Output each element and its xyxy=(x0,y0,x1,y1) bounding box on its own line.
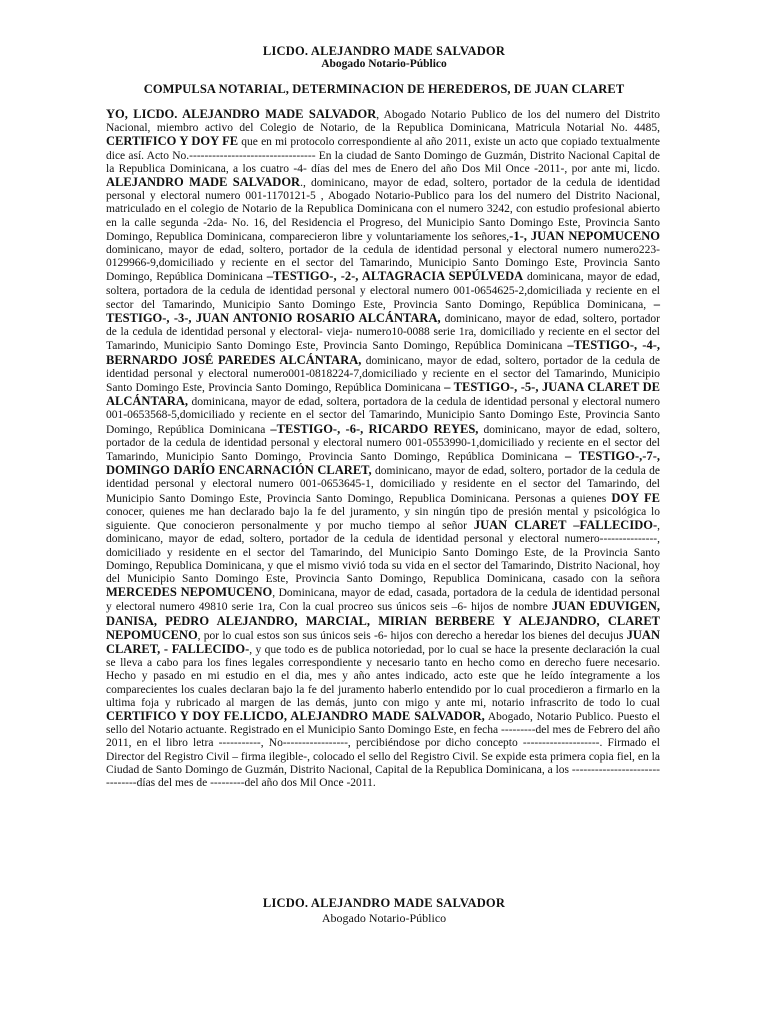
body-bold-segment: – TESTIGO-, -5-, JUANA CLARET DE ALCÁNTARA, xyxy=(106,380,661,409)
body-bold-segment: -1-, JUAN NEPOMUCENO xyxy=(509,228,660,243)
body-bold-segment: MERCEDES NEPOMUCENO xyxy=(106,585,273,600)
body-bold-segment: CERTIFICO Y DOY FE.LICDO, ALEJANDRO MADE SALVADOR, xyxy=(106,708,485,723)
footer-notary-name: LICDO. ALEJANDRO MADE SALVADOR xyxy=(262,896,506,910)
body-bold-segment: –TESTIGO-, -4-, BERNARDO JOSÉ PAREDES ALCÁNTARA, xyxy=(106,338,661,367)
body-text-segment: , dominicano, mayor de edad, soltero, portador de la cedula de identidad personal y electoral numero---------------, domiciliado y residente en el sector del Tamarindo, del Municipio Santo Domingo Este, de la Provincia Santo Domingo, Republica Dominicana, y que el mismo vivió toda su vida en el sector del Tamarindo, Distrito Nacional, hoy del Municipio Santo Domingo Este, Provincia Santo Domingo, Republica Dominicana, casado con la señora xyxy=(106,520,660,585)
body-text-segment: , por lo cual estos son sus únicos seis -6- hijos con derecho a heredar los bienes del decujus xyxy=(197,629,627,642)
body-text-segment: , Abogado Notario Publico de los del numero del Distrito Nacional, miembro activo del Colegio de Notario, de la Republica Dominicana, Matricula Notarial No. 4485, xyxy=(106,109,660,135)
body-text-segment: dominicano, mayor de edad, soltero, portador de la cedula de identidad personal y electoral numero 001-0653645-1, domiciliado y residente en el sector del Tamarindo, del Municipio Santo Domingo Este, Provincia Santo Domingo, Republica Dominicana. Personas a quienes xyxy=(106,465,660,505)
document-title: COMPULSA NOTARIAL, DETERMINACION DE HEREDEROS, DE JUAN CLARET xyxy=(143,82,625,96)
body-text-segment: dominicano, mayor de edad, soltero, portador de la cedula de identidad personal y electoral numero numero223-0129966-9,domiciliado y reciente en el sector del Tamarindo, Municipio Santo Domingo Este, Provincia Santo Domingo, República Dominicana xyxy=(106,244,660,284)
body-text-segment: dominicano, mayor de edad, soltero, portador de la cedula de identidad personal y electoral numero 001-0553990-1,domiciliado y reciente en el sector del Tamarindo, Municipio Santo Domingo, Provincia Santo Domingo, República Dominicana xyxy=(106,423,660,464)
body-bold-segment: DOY FE xyxy=(611,490,660,505)
body-text-segment: , Dominicana, mayor de edad, casada, portadora de la cedula de identidad personal y electoral numero 49810 serie 1ra, Con la cual procreo sus únicos seis –6- hijos de nombre xyxy=(106,587,660,614)
body-bold-segment: – TESTIGO-,-7-, DOMINGO DARÍO ENCARNACIÓN CLARET, xyxy=(106,449,660,478)
body-text-segment: ., dominicano, mayor de edad, soltero, portador de la cedula de identidad personal y electoral numero 001-1170121-5 , Abogado Notario-Publico para los del numero del Distrito Nacional, matriculado en el colegio de Notario de la Republica Dominicana con el numero 3242, con estudio profesional abierto en la calle segunda -2da- No. 16, del Residencia el Progreso, del Municipio Santo Domingo Este, Provincia Santo Domingo, Republica Dominicana, comparecieron libre y voluntariamente los señores, xyxy=(106,177,660,243)
body-bold-segment: JUAN EDUVIGEN, DANISA, PEDRO ALEJANDRO, MARCIAL, MIRIAN BERBERE Y ALEJANDRO, CLARET NEPOMUCENO xyxy=(106,599,661,642)
body-text-segment: dominicana, mayor de edad, soltera, portadora de la cedula de identidad personal y electoral numero 001-0654625-2,domiciliada y reciente en el sector del Tamarindo, Municipio Santo Domingo Este, Provincia Santo Domingo, República Dominicana, xyxy=(106,271,660,311)
body-bold-segment: CERTIFICO Y DOY FE xyxy=(106,134,239,149)
body-text-segment: conocer, quienes me han declarado bajo la fe del juramento, y sin ningún tipo de presión mental y psicológica lo siguiente. Que conocieron personalmente y por mucho tiempo al señor xyxy=(106,505,660,533)
body-text-segment: dominicano, mayor de edad, soltero, portador de la cedula de identidad personal y electoral numero001-0818224-7,domiciliado y reciente en el sector del Tamarindo, Municipio Santo Domingo Este, Provincia Santo Domingo, República Dominicana xyxy=(106,354,660,395)
document-body xyxy=(106,108,660,790)
body-bold-segment: YO, LICDO. ALEJANDRO MADE SALVADOR xyxy=(106,107,377,121)
body-text-segment: dominicano, mayor de edad, soltero, portador de la cedula de identidad personal y electoral- vieja- numero10-0088 serie 1ra, domiciliado y reciente en el sector del Tamarindo, Municipio Santo Domingo Este, Provincia Santo Domingo, República Dominicana xyxy=(106,313,661,353)
body-text-segment: Abogado, Notario Publico. Puesto el sello del Notario actuante. Registrado en el Municipio Santo Domingo Este, en fecha ---------del mes de Febrero del año 2011, en el libro letra -----------, No-----------------, percibiéndose por dicho concepto --------------------. Firmado el Director del Registro Civil – firma ilegible-, colocado el sello del Registro Civil. Se expide esta primera copia fiel, en la Ciudad de Santo Domingo de Guzmán, Distrito Nacional, Capital de la Republica Dominicana, a los -------------------------------días del mes de ---------del año dos Mil Once -2011. xyxy=(106,710,660,789)
body-bold-segment: ALEJANDRO MADE SALVADOR xyxy=(106,175,301,190)
body-bold-segment: –TESTIGO-, -3-, JUAN ANTONIO ROSARIO ALCÁNTARA, xyxy=(106,296,660,326)
footer-notary-title: Abogado Notario-Público xyxy=(321,911,447,925)
header-notary-title: Abogado Notario-Público xyxy=(321,58,447,70)
body-bold-segment: JUAN CLARET –FALLECIDO- xyxy=(473,518,658,533)
body-text-segment: , y que todo es de publica notoriedad, por lo cual se hace la presente declaración la cual se lleva a cabo para los fines legales correspondiente y necesario tanto en hecho como en derecho fuere necesario. Hecho y pasado en mi estudio en el dia, mes y año antes indicado, acto este que he leído íntegramente a los comparecientes los cuales declaran bajo la fe del juramento haberlo entendido por lo cual procedieron a firmarlo en la ultima foja y rubricado al margen de las demás, junto con migo y ante mi, notario infrascrito de todo lo cual xyxy=(106,643,660,709)
body-bold-segment: –TESTIGO-, -2-, ALTAGRACIA SEPÚLVEDA xyxy=(266,269,524,284)
body-text-segment: que en mi protocolo correspondiente al año 2011, existe un acto que copiado textualmente dice así. Acto No.--------------------------------- En la ciudad de Santo Domingo de Guzmán, Distrito Nacional Capital de la Republica Dominicana, a los cuatro -4- días del mes de Enero del año Dos Mil Once -2011-, por ante mi, licdo. xyxy=(106,136,660,175)
body-bold-segment: JUAN CLARET, - FALLECIDO- xyxy=(106,627,660,656)
body-bold-segment: –TESTIGO-, -6-, RICARDO REYES, xyxy=(270,421,479,436)
body-text-segment: dominicana, mayor de edad, soltera, portadora de la cedula de identidad personal y electoral numero 001-0653568-5,domiciliado y reciente en el sector del Tamarindo, Municipio Santo Domingo Este, Provincia Santo Domingo, República Dominicana xyxy=(106,396,660,436)
header-notary-name: LICDO. ALEJANDRO MADE SALVADOR xyxy=(262,44,506,58)
